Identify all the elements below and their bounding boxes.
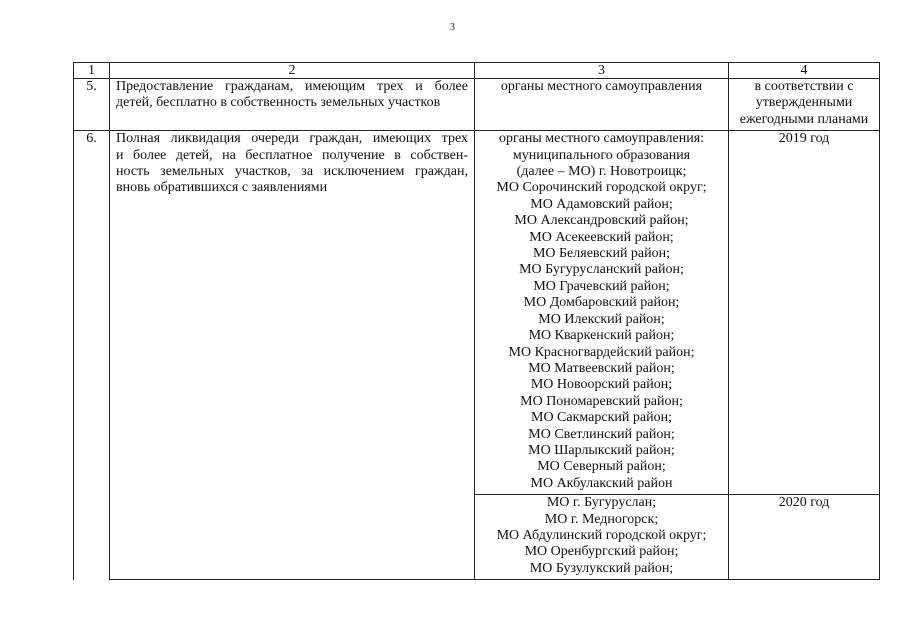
text-line: 2019 год [778,131,830,147]
plan-table [73,62,880,580]
text-line: МО Абдулинский городской округ; [496,527,707,543]
text-line: 2020 год [778,495,830,511]
text-line: МО г. Бугуруслан; [546,495,657,511]
measure-description [110,131,475,580]
text-line: МО Бугурусланский район; [519,262,684,278]
text-line: МО Александровский район; [514,213,689,229]
header-col-2: 2 [110,63,475,79]
deadline [729,495,880,580]
measure-description [110,79,475,131]
text-line: МО Красногвардейский район; [508,344,695,360]
text-line: МО Новоорский район; [530,377,673,393]
text-line: МО Домбаровский район; [523,295,680,311]
text-line: МО Пономаревский район; [520,393,683,409]
header-col-3: 3 [475,63,729,79]
responsible-party [475,131,729,495]
text-line: и более детей, на бесплатное получение в собствен- [116,147,468,163]
responsible-party [475,495,729,580]
deadline [729,79,880,131]
text-line: утвержденными [755,95,853,111]
row-number: 6. [74,131,110,580]
text-line: МО Бузулукский район; [529,560,674,576]
text-line: МО Шарлыкский район; [528,442,675,458]
text-line: вновь обратившихся с заявлениями [116,180,328,196]
text-line: в соответствии с [754,79,854,94]
text-line: МО Грачевский район; [533,278,670,294]
text-line: МО Кваркенский район; [528,328,675,344]
text-line: МО г. Медногорск; [544,511,659,527]
text-line: (далее – МО) г. Новотроицк; [516,164,687,180]
table-row [74,131,880,495]
text-line: МО Северный район; [537,459,666,475]
deadline [729,131,880,495]
responsible-party [475,79,729,131]
text-line: Полная ликвидация очереди граждан, имеющих трех [116,131,468,147]
text-line: МО Акбулакский район [530,475,673,491]
text-line: детей, бесплатно в собственность земельных участков [116,95,441,111]
header-col-4: 4 [729,63,880,79]
text-line: органы местного самоуправления [500,79,703,94]
text-line: МО Адамовский район; [530,196,673,212]
text-line: муниципального образования [512,147,691,163]
header-row [74,63,880,79]
text-line: МО Сакмарский район; [531,410,672,426]
text-line: МО Асекеевский район; [529,229,674,245]
text-line: МО Сорочинский городской округ; [496,180,707,196]
text-line: ность земельных участков, за исключением граждан, [116,164,468,180]
text-line: МО Светлинский район; [528,426,675,442]
text-line: органы местного самоуправления: [498,131,705,147]
row-number: 5. [74,79,110,131]
text-line: ежегодными планами [739,111,869,127]
table-row [74,79,880,131]
header-col-1: 1 [74,63,110,79]
text-line: МО Беляевский район; [532,246,671,262]
text-line: МО Матвеевский район; [528,360,675,376]
text-line: МО Оренбургский район; [524,544,679,560]
text-line: Предоставление гражданам, имеющим трех и более [116,79,468,94]
text-line: МО Илекский район; [538,311,665,327]
page-number: 3 [450,22,455,33]
